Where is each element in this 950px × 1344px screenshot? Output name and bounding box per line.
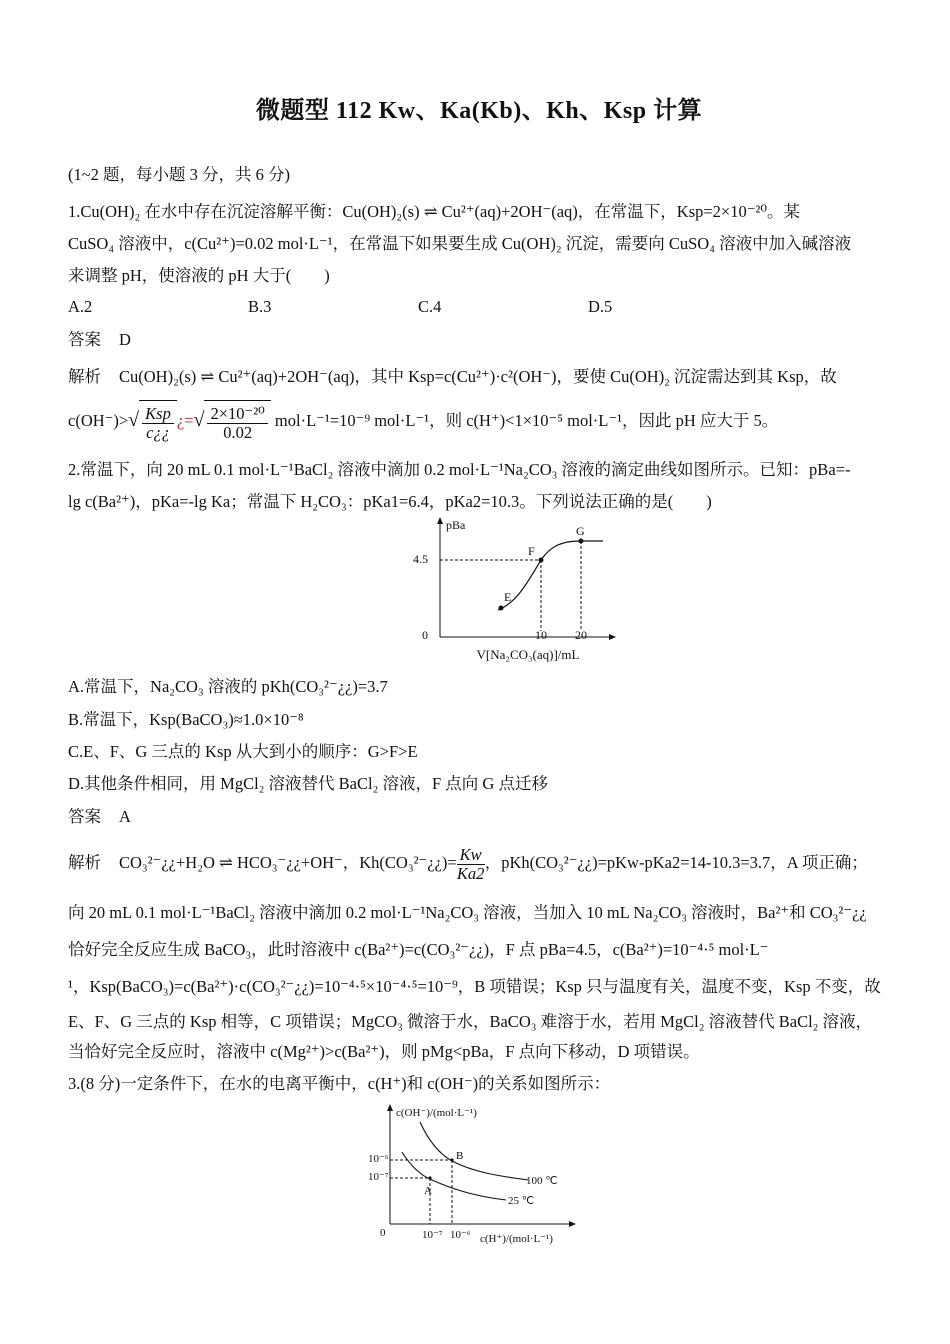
curve-100c [420, 1122, 528, 1180]
point-f [539, 558, 544, 563]
x-tick-1e-6: 10⁻⁶ [450, 1229, 471, 1241]
q1-stem-line1: 1.Cu(OH)₂ 在水中存在沉淀溶解平衡：Cu(OH)₂(s) ⇌ Cu²⁺(aq)+2OH⁻(aq)，在常温下，Ksp=2×10⁻²⁰。某 [68, 202, 800, 221]
q2-analysis-text1b: ，pKh(CO₃²⁻¿¿)=pKw-pKa2=14-10.3=3.7，A 项正确； [484, 853, 868, 872]
point-a [428, 1176, 431, 1179]
q2-analysis-line4: ¹，Ksp(BaCO₃)=c(Ba²⁺)·c(CO₃²⁻¿¿)=10⁻⁴·⁵×10⁻⁴·⁵=10⁻⁹，B 项错误；Ksp 只与温度有关，温度不变，Ksp 不变，故 [68, 977, 881, 996]
q1-option-a: A.2 [68, 297, 93, 316]
q2-option-d: D.其他条件相同，用 MgCl₂ 溶液替代 BaCl₂ 溶液，F 点向 G 点迁移 [68, 774, 548, 793]
q3-stem: 3.(8 分)一定条件下，在水的电离平衡中，c(H⁺)和 c(OH⁻)的关系如图所示： [68, 1074, 611, 1093]
q2-analysis-line1 [68, 840, 890, 886]
q1-analysis-pre: c(OH⁻)> [68, 411, 129, 430]
y-tick-1e-6: 10⁻⁶ [368, 1153, 389, 1165]
x-tick-20: 20 [575, 628, 587, 642]
frac-den: Ka2 [456, 863, 485, 883]
frac-den: c¿¿ [146, 423, 170, 443]
x-axis-label: c(H⁺)/(mol·L⁻¹) [480, 1233, 553, 1245]
q2-analysis-line5: E、F、G 三点的 Ksp 相等，C 项错误；MgCO₃ 微溶于水，BaCO₃ 难溶于水，若用 MgCl₂ 溶液替代 BaCl₂ 溶液， [68, 1012, 873, 1031]
frac-den: 0.02 [223, 423, 253, 443]
point-a-label: A [424, 1185, 432, 1197]
x-tick-1e-7: 10⁻⁷ [422, 1229, 443, 1241]
q1-option-c: C.4 [418, 297, 442, 316]
answer-value: D [119, 330, 131, 349]
sqrt-sign-icon: √ [193, 409, 205, 431]
q2-option-c: C.E、F、G 三点的 Ksp 从大到小的顺序：G>F>E [68, 742, 418, 761]
point-f-label: F [528, 544, 535, 558]
curve-25c [402, 1152, 506, 1200]
y-tick-1e-7: 10⁻⁷ [368, 1171, 389, 1183]
q1-frac-2 [207, 405, 267, 442]
q1-option-d: D.5 [588, 297, 613, 316]
origin-label: 0 [380, 1227, 386, 1239]
frac-num: Kw [457, 846, 485, 865]
q2-stem-line1: 2.常温下，向 20 mL 0.1 mol·L⁻¹BaCl₂ 溶液中滴加 0.2 mol·L⁻¹Na₂CO₃ 溶液的滴定曲线如图所示。已知：pBa=- [68, 460, 851, 479]
q2-option-b: B.常温下，Ksp(BaCO₃)≈1.0×10⁻⁸ [68, 710, 304, 729]
y-tick-4.5: 4.5 [413, 552, 428, 566]
q1-sqrt-2 [204, 400, 270, 445]
x-axis-arrow-icon [609, 634, 616, 640]
point-b-label: B [456, 1150, 464, 1162]
q2-answer [68, 806, 890, 828]
answer-label: 答案 [68, 807, 101, 826]
answer-value: A [119, 807, 131, 826]
point-g-label: G [576, 524, 585, 538]
x-tick-10: 10 [535, 628, 547, 642]
curve-25c-label: 25 ℃ [508, 1195, 535, 1207]
x-axis-arrow-icon [569, 1221, 576, 1227]
y-axis-arrow-icon [387, 1104, 393, 1111]
q2-option-a: A.常温下，Na₂CO₃ 溶液的 pKh(CO₃²⁻¿¿)=3.7 [68, 677, 388, 696]
frac-num: Ksp [142, 405, 174, 424]
y-axis-arrow-icon [437, 517, 443, 524]
page-title: 微题型 112 Kw、Ka(Kb)、Kh、Ksp 计算 [255, 98, 703, 124]
q2-analysis-line3: 恰好完全反应生成 BaCO₃，此时溶液中 c(Ba²⁺)=c(CO₃²⁻¿¿)，F 点 pBa=4.5，c(Ba²⁺)=10⁻⁴·⁵ mol·L⁻ [68, 940, 769, 959]
q1-option-b: B.3 [248, 297, 272, 316]
answer-label: 答案 [68, 330, 101, 349]
analysis-label: 解析 [68, 367, 101, 386]
curve-100c-label: 100 ℃ [526, 1175, 558, 1187]
titration-curve-chart [398, 515, 628, 665]
q2-analysis-text1a: CO₃²⁻¿¿+H₂O ⇌ HCO₃⁻¿¿+OH⁻，Kh(CO₃²⁻¿¿)= [119, 853, 457, 872]
q2-analysis-line2: 向 20 mL 0.1 mol·L⁻¹BaCl₂ 溶液中滴加 0.2 mol·L⁻¹Na₂CO₃ 溶液，当加入 10 mL Na₂CO₃ 溶液时，Ba²⁺和 CO₃²⁻¿¿ [68, 903, 867, 922]
q1-analysis-line1 [68, 366, 890, 388]
q2-stem-line2: lg c(Ba²⁺)，pKa=-lg Ka；常温下 H₂CO₃：pKa1=6.4，pKa2=10.3。下列说法正确的是( ) [68, 492, 712, 511]
point-g [579, 539, 584, 544]
q1-frac-1 [142, 405, 174, 442]
q1-analysis-mid: ¿= [176, 411, 194, 430]
score-note: (1~2 题，每小题 3 分，共 6 分) [68, 165, 291, 184]
q1-stem-line3: 来调整 pH，使溶液的 pH 大于( ) [68, 266, 330, 285]
water-ionization-chart [358, 1100, 598, 1250]
q1-stem-line2: CuSO₄ 溶液中，c(Cu²⁺)=0.02 mol·L⁻¹，在常温下如果要生成 Cu(OH)₂ 沉淀，需要向 CuSO₄ 溶液中加入碱溶液 [68, 234, 852, 253]
q1-analysis-text1: Cu(OH)₂(s) ⇌ Cu²⁺(aq)+2OH⁻(aq)，其中 Ksp=c(Cu²⁺)·c²(OH⁻)，要使 Cu(OH)₂ 沉淀需达到其 Ksp，故 [119, 367, 837, 386]
point-b [450, 1158, 453, 1161]
q1-analysis-post: mol·L⁻¹=10⁻⁹ mol·L⁻¹，则 c(H⁺)<1×10⁻⁵ mol·L⁻¹，因此 pH 应大于 5。 [270, 411, 779, 430]
q1-analysis-line2 [68, 398, 890, 442]
q1-answer [68, 329, 890, 351]
point-e-label: E [504, 590, 512, 604]
y-axis-label: pBa [446, 518, 466, 532]
q1-sqrt-1 [139, 400, 177, 445]
q2-frac-kw-ka2 [457, 846, 485, 883]
analysis-label: 解析 [68, 853, 101, 872]
frac-num: 2×10⁻²⁰ [207, 405, 267, 424]
origin-label: 0 [422, 628, 428, 642]
q2-analysis-line6: 当恰好完全反应时，溶液中 c(Mg²⁺)>c(Ba²⁺)，则 pMg<pBa，F 点向下移动，D 项错误。 [68, 1042, 700, 1061]
x-axis-label: V[Na₂CO₃(aq)]/mL [476, 647, 580, 662]
titration-curve [498, 541, 603, 610]
y-axis-label: c(OH⁻)/(mol·L⁻¹) [396, 1107, 477, 1119]
sqrt-sign-icon: √ [128, 409, 140, 431]
